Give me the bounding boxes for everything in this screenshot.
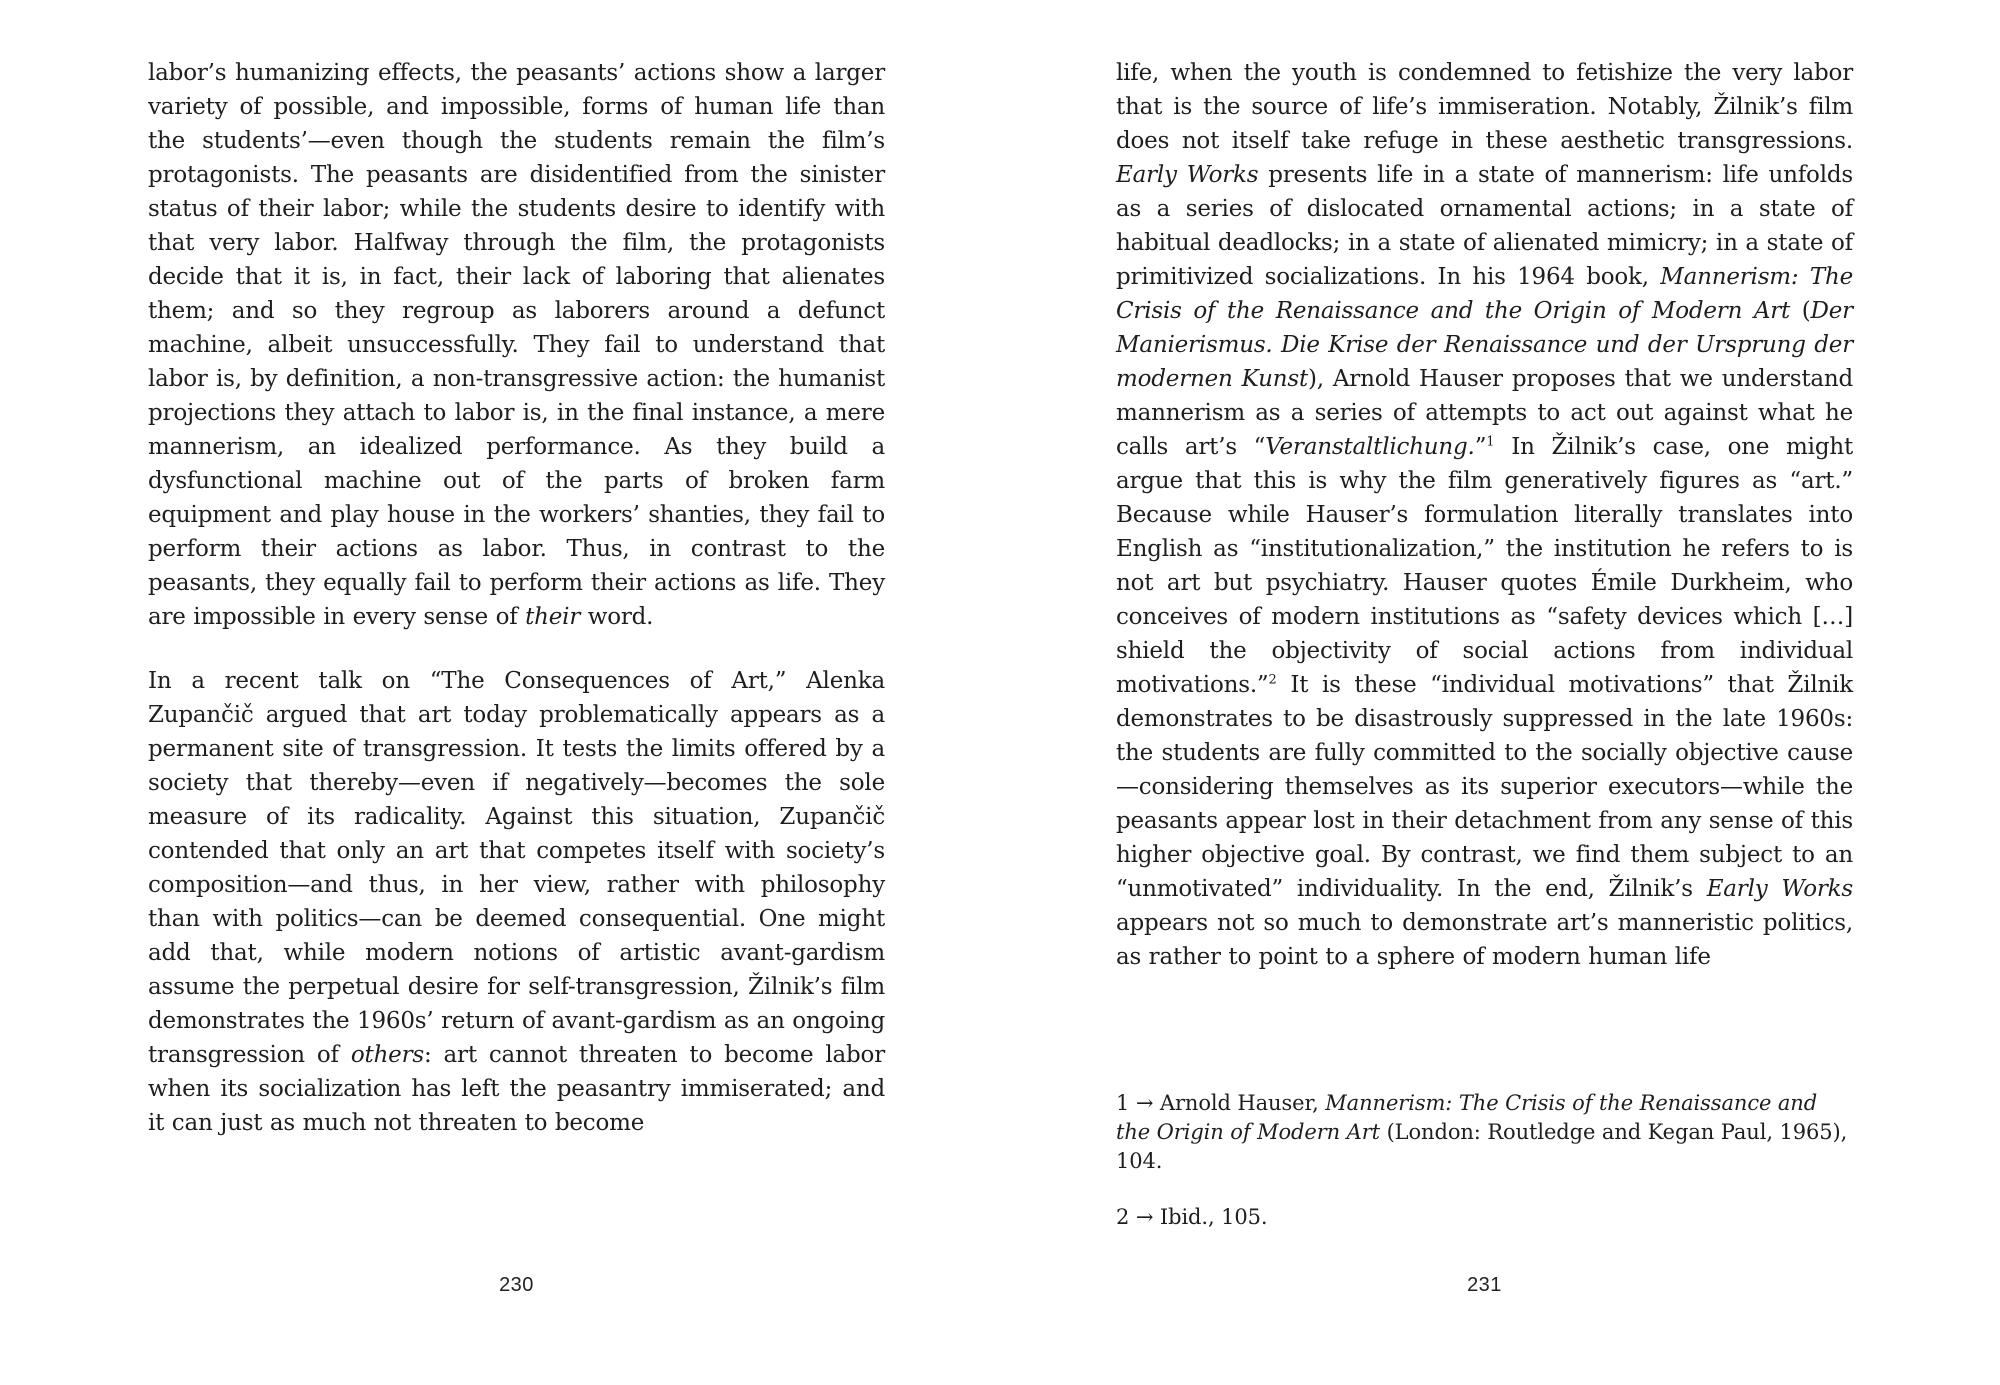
footnote-marker: 1 bbox=[1486, 434, 1495, 450]
text-run: ), Arnold Hauser proposes that we understand mannerism as a series of attempts to act out against what he calls art’s “ bbox=[1116, 366, 1854, 460]
italic-text: their bbox=[525, 604, 581, 630]
italic-text: Early Works bbox=[1116, 162, 1259, 188]
text-run: presents life in a state of mannerism: life unfolds as a series of dislocated ornamental actions; in a state of habitual deadlocks; in a state of alienated mimicry; in a state of primitivized socializations. In his 1964 book, bbox=[1116, 162, 1853, 290]
footnotes-section bbox=[1116, 1089, 1853, 1232]
page-left bbox=[148, 0, 885, 1385]
paragraph bbox=[148, 664, 885, 1140]
text-run: life, when the youth is condemned to fetishize the very labor that is the source of life’s immiseration. Notably, Žilnik’s film does not itself take refuge in these aesthetic transgressions. bbox=[1116, 60, 1853, 154]
italic-text: Veranstaltlichung. bbox=[1265, 434, 1475, 460]
page-left-body bbox=[148, 56, 885, 1140]
italic-text: others bbox=[350, 1042, 424, 1068]
paragraph bbox=[1116, 56, 1853, 974]
text-run: labor’s humanizing effects, the peasants’ actions show a larger variety of possible, and impossible, forms of human life than the students’—even though the students remain the film’s protagonists. The peasants are disidentified from the sinister status of their labor; while the students desire to identify with that very labor. Halfway through the film, the protagonists decide that it is, in fact, their lack of laboring that alienates them; and so they regroup as laborers around a defunct machine, albeit unsuccessfully. They fail to understand that labor is, by definition, a non-transgressive action: the humanist projections they attach to labor is, in the final instance, a mere mannerism, an idealized performance. As they build a dysfunctional machine out of the parts of broken farm equipment and play house in the workers’ shanties, they fail to perform their actions as labor. Thus, in contrast to the peasants, they equally fail to perform their actions as life. They are impossible in every sense of bbox=[148, 60, 885, 630]
text-run: word. bbox=[580, 604, 654, 630]
text-run: It is these “individual motivations” that Žilnik demonstrates to be disastrously suppressed in the late 1960s: the students are fully committed to the socially objective cause—considering themselves as its superior executors—while the peasants appear lost in their detachment from any sense of this higher objective goal. By contrast, we find them subject to an “unmotivated” individuality. In the end, Žilnik’s bbox=[1116, 672, 1853, 902]
text-run: In Žilnik’s case, one might argue that this is why the film generatively figures as “art.” Because while Hauser’s formulation literally translates into English as “institutionalization,” the institution he refers to is not art but psychiatry. Hauser quotes Émile Durkheim, who conceives of modern institutions as “safety devices which […] shield the objectivity of social actions from individual motivations.” bbox=[1116, 434, 1853, 698]
paragraph bbox=[148, 56, 885, 634]
footnote bbox=[1116, 1089, 1853, 1176]
text-run: appears not so much to demonstrate art’s manneristic politics, as rather to point to a sphere of modern human life bbox=[1116, 910, 1853, 970]
page-number-right: 231 bbox=[1467, 1274, 1502, 1296]
text-run: (London: Routledge and Kegan Paul, 1965), 104. bbox=[1116, 1120, 1848, 1173]
text-run: ” bbox=[1474, 434, 1487, 460]
page-right bbox=[1116, 0, 1853, 1385]
text-run: In a recent talk on “The Consequences of Art,” Alenka Zupančič argued that art today problematically appears as a permanent site of transgression. It tests the limits offered by a society that thereby—even if negatively—becomes the sole measure of its radicality. Against this situation, Zupančič contended that only an art that competes itself with society’s composition—and thus, in her view, rather with philosophy than with politics—can be deemed consequential. One might add that, while modern notions of artistic avant-gardism assume the perpetual desire for self-transgression, Žilnik’s film demonstrates the 1960s’ return of avant-gardism as an ongoing transgression of bbox=[148, 668, 885, 1068]
text-run: : art cannot threaten to become labor when its socialization has left the peasantry immiserated; and it can just as much not threaten to become bbox=[148, 1042, 886, 1136]
italic-text: Der Manierismus. Die Krise der Renaissance und der Ursprung der modernen Kunst bbox=[1116, 298, 1853, 392]
text-run: 1 → Arnold Hauser, bbox=[1116, 1091, 1326, 1115]
footnote bbox=[1116, 1203, 1853, 1232]
page-right-body bbox=[1116, 56, 1853, 974]
italic-text: Mannerism: The Crisis of the Renaissance and the Origin of Modern Art bbox=[1116, 1091, 1818, 1144]
page-number-left: 230 bbox=[499, 1274, 534, 1296]
text-run: ( bbox=[1790, 298, 1811, 324]
italic-text: Mannerism: The Crisis of the Renaissance and the Origin of Modern Art bbox=[1116, 264, 1853, 324]
italic-text: Early Works bbox=[1706, 876, 1853, 902]
footnote-marker: 2 bbox=[1268, 672, 1277, 688]
text-run: 2 → Ibid., 105. bbox=[1116, 1205, 1268, 1229]
